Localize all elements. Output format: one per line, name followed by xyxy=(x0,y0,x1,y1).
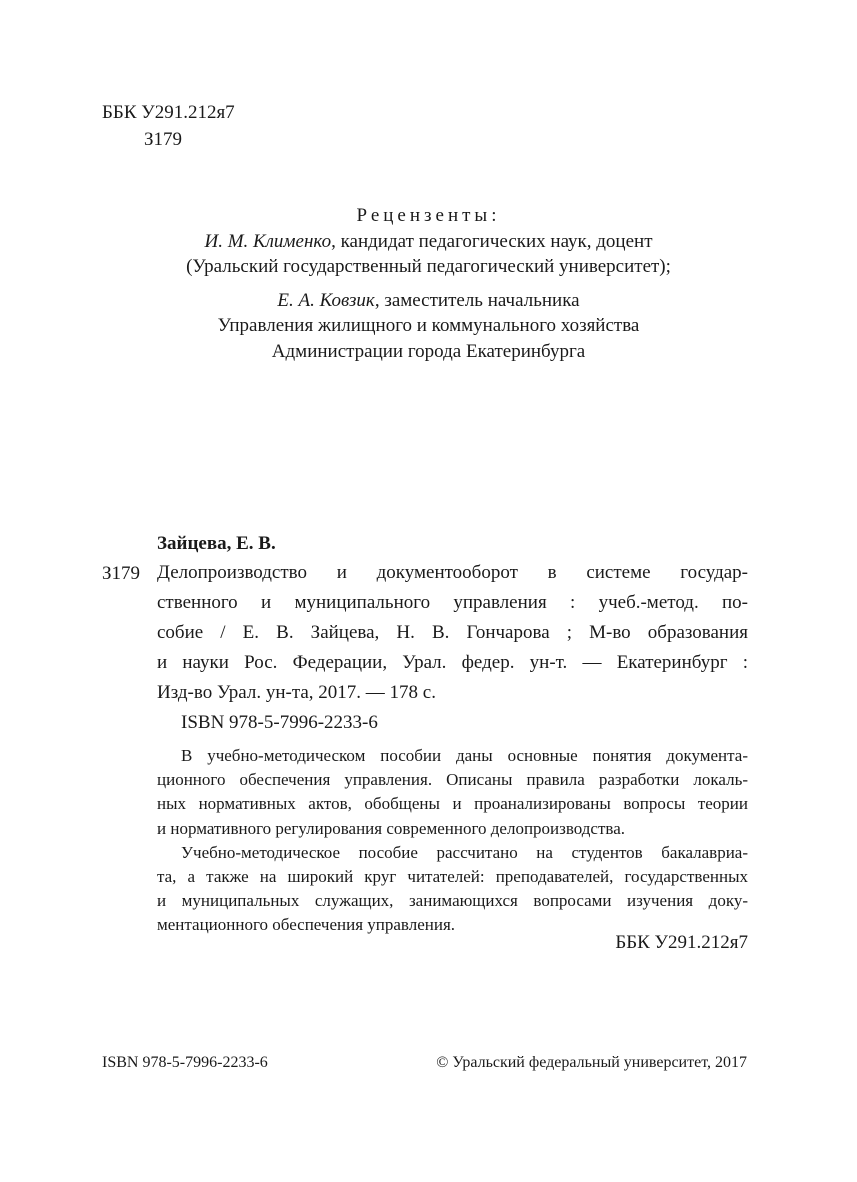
reviewer-1-line-1 xyxy=(0,229,857,255)
bbk-classification-bottom: ББК У291.212я7 xyxy=(615,932,748,953)
abstract-line: и нормативного регулирования современного делопроизводства. xyxy=(157,818,625,838)
reviewer-2-affiliation-1: Управления жилищного и коммунального хозяйства xyxy=(217,315,640,336)
catalog-description xyxy=(157,558,748,708)
reviewer-2-line-1 xyxy=(0,288,857,314)
abstract-line: та, а также на широкий круг читателей: преподавателей, государственных xyxy=(157,867,748,887)
bbk-classification-top: ББК У291.212я7 xyxy=(102,102,235,123)
abstract-line: Учебно-методическое пособие рассчитано на студентов бакалавриа- xyxy=(181,842,748,862)
abstract-line: В учебно-методическом пособии даны основные понятия документа- xyxy=(181,746,748,765)
reviewer-2-affiliation-2: Администрации города Екатеринбурга xyxy=(271,340,586,362)
description-line: Изд-во Урал. ун-та, 2017. — 178 с. xyxy=(157,682,436,703)
abstract-line: и муниципальных служащих, занимающихся вопросами изучения доку- xyxy=(157,891,748,911)
reviewer-1-title: , кандидат педагогических наук, доцент xyxy=(331,230,653,252)
description-line: ственного и муниципального управления : учеб.-метод. по- xyxy=(157,592,748,613)
abstract-line: ных нормативных актов, обобщены и проанализированы вопросы теории xyxy=(157,794,748,814)
reviewers-block xyxy=(0,203,857,364)
abstract xyxy=(157,744,748,938)
description-line: собие / Е. В. Зайцева, Н. В. Гончарова ; М-во образования xyxy=(157,622,748,643)
catalog-author: Зайцева, Е. В. xyxy=(157,533,276,554)
reviewer-1-name: И. М. Клименко xyxy=(204,230,332,252)
abstract-line: ционного обеспечения управления. Описаны правила разработки локаль- xyxy=(157,770,748,790)
reviewers-heading: Рецензенты: xyxy=(356,205,501,226)
catalog-isbn: ISBN 978-5-7996-2233-6 xyxy=(181,712,378,733)
reviewer-1-affiliation: (Уральский государственный педагогический университет); xyxy=(186,256,671,277)
reviewer-2-title: , заместитель начальника xyxy=(374,289,580,311)
footer-copyright: © Уральский федеральный университет, 2017 xyxy=(436,1054,747,1071)
abstract-line: ментационного обеспечения управления. xyxy=(157,915,456,935)
reviewer-2-name: Е. А. Ковзик xyxy=(277,289,375,311)
description-line: Делопроизводство и документооборот в системе государ- xyxy=(157,562,748,583)
catalog-author-code: З179 xyxy=(102,563,141,584)
footer-isbn: ISBN 978-5-7996-2233-6 xyxy=(102,1054,268,1071)
author-code-top: З179 xyxy=(144,129,183,150)
description-line: и науки Рос. Федерации, Урал. федер. ун-т. — Екатеринбург : xyxy=(157,652,748,673)
